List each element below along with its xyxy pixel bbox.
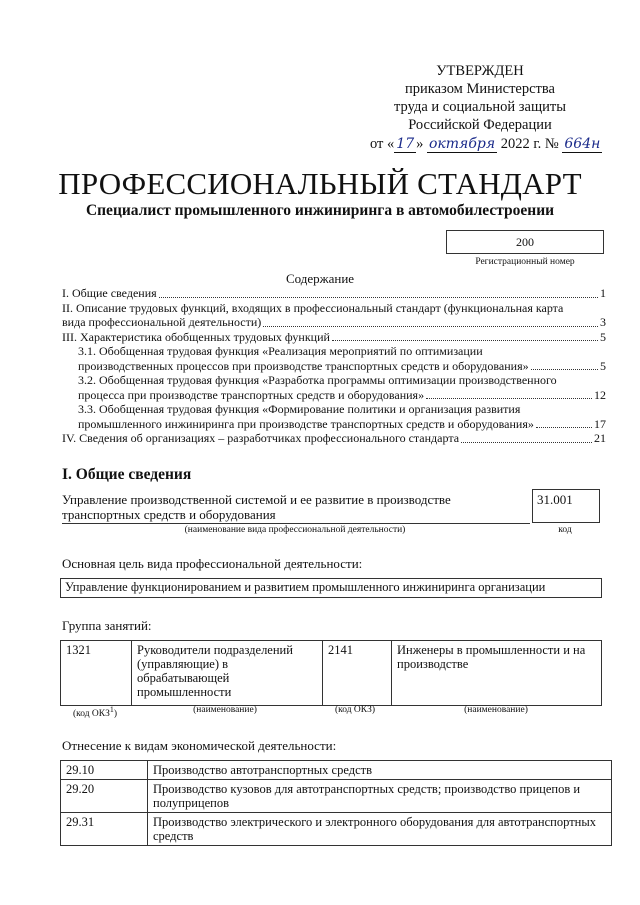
toc-entry-text: процесса при производстве транспортных средств и оборудования» xyxy=(78,387,425,402)
group-name-line: (управляющие) в xyxy=(137,657,229,671)
toc-entry-page: 5 xyxy=(600,329,606,344)
toc-entry-page: 1 xyxy=(600,286,606,300)
date-prefix: от « xyxy=(370,136,395,152)
goal-box xyxy=(60,578,602,598)
group-name-line: промышленности xyxy=(137,685,232,699)
okved-code: 29.10 xyxy=(61,761,148,780)
group-caption-name: (наименование) xyxy=(193,705,257,715)
okved-label: Отнесение к видам экономической деятельности: xyxy=(62,738,337,753)
activity-code: 31.001 xyxy=(537,492,573,507)
document-subtitle: Специалист промышленного инжиниринга в автомобилестроении xyxy=(85,202,555,219)
toc-entry-4[interactable] xyxy=(62,431,606,446)
toc-entry-text-line1: 3.2. Обобщенная трудовая функция «Разработка программы оптимизации производственного xyxy=(78,373,557,387)
okved-name-line: средств xyxy=(153,829,194,843)
toc-entry-3[interactable] xyxy=(62,330,606,345)
okved-name-line: Производство автотранспортных средств xyxy=(153,763,373,777)
toc-entry-3-1[interactable] xyxy=(62,344,606,373)
group-name-1 xyxy=(132,641,323,706)
activity-caption: (наименование вида профессиональной деятельности) xyxy=(184,525,406,535)
toc-entry-text: I. Общие сведения xyxy=(62,286,157,300)
group-label: Группа занятий: xyxy=(62,618,152,633)
toc-entry-3-2[interactable] xyxy=(62,373,606,402)
activity-name-line1: Управление производственной системой и ее развитие в производстве xyxy=(62,492,451,507)
footnote-mark: 1 xyxy=(109,705,114,714)
table-row xyxy=(61,780,612,813)
okved-name xyxy=(148,813,612,846)
approval-line-3: труда и социальной защиты xyxy=(394,99,566,115)
group-name-2 xyxy=(392,641,602,706)
toc-entry-1[interactable] xyxy=(62,286,606,301)
date-day: 17 xyxy=(396,136,415,152)
okved-name xyxy=(148,761,612,780)
date-year: 2022 г. № xyxy=(500,136,559,152)
toc-entry-page: 12 xyxy=(594,387,606,402)
group-name-line: Инженеры в промышленности и на xyxy=(397,643,586,657)
section-heading: I. Общие сведения xyxy=(62,466,192,483)
occupation-group-table xyxy=(60,640,602,706)
toc-entry-text: промышленного инжиниринга при производстве транспортных средств и оборудования» xyxy=(78,416,534,431)
group-name-line: обрабатывающей xyxy=(137,671,230,685)
toc-entry-text-line1: II. Описание трудовых функций, входящих в профессиональный стандарт (функциональная карта xyxy=(62,300,564,315)
toc-entry-page: 5 xyxy=(600,358,606,373)
caption-text: ) xyxy=(113,709,118,720)
group-caption-name2: (наименование) xyxy=(464,705,528,715)
approval-date-line xyxy=(330,135,630,153)
toc-entry-2[interactable] xyxy=(62,301,606,330)
okved-name-line: Производство кузовов для автотранспортных средств; производство прицепов и xyxy=(153,782,581,796)
activity-name xyxy=(62,492,530,524)
toc-entry-text: III. Характеристика обобщенных трудовых функций xyxy=(62,329,330,344)
registration-label: Регистрационный номер xyxy=(475,257,575,267)
approval-block xyxy=(330,62,630,153)
date-sep: » xyxy=(416,136,424,152)
group-name-line: Руководители подразделений xyxy=(137,643,293,657)
approval-line-4: Российской Федерации xyxy=(408,117,552,133)
table-of-contents xyxy=(62,286,606,446)
activity-code-box xyxy=(532,489,600,523)
group-caption-code xyxy=(60,705,130,719)
toc-entry-text-line1: 3.1. Обобщенная трудовая функция «Реализация мероприятий по оптимизации xyxy=(78,344,483,358)
group-caption-code2: (код ОКЗ) xyxy=(334,705,376,715)
okved-code: 29.20 xyxy=(61,780,148,813)
toc-title: Содержание xyxy=(285,271,355,286)
toc-entry-text: производственных процессов при производстве транспортных средств и оборудования» xyxy=(78,358,529,373)
okved-name-line: Производство электрического и электронного оборудования для автотранспортных xyxy=(153,815,596,829)
group-code-2: 2141 xyxy=(323,641,392,706)
table-row xyxy=(61,761,612,780)
date-month: октября xyxy=(428,136,496,152)
toc-entry-3-3[interactable] xyxy=(62,402,606,431)
approval-title: УТВЕРЖДЕН xyxy=(436,63,524,79)
table-row xyxy=(61,641,602,706)
caption-text: (код ОКЗ xyxy=(72,709,110,720)
toc-entry-page: 3 xyxy=(600,315,606,329)
registration-number: 200 xyxy=(516,234,534,249)
activity-name-line2: транспортных средств и оборудования xyxy=(62,507,276,522)
goal-label: Основная цель вида профессиональной деятельности: xyxy=(62,556,363,571)
okved-name xyxy=(148,780,612,813)
document-title: ПРОФЕССИОНАЛЬНЫЙ СТАНДАРТ xyxy=(58,166,582,201)
okved-name-line: полуприцепов xyxy=(153,796,229,810)
goal-text: Управление функционированием и развитием промышленного инжиниринга организации xyxy=(65,580,546,594)
toc-entry-page: 21 xyxy=(594,431,606,445)
toc-entry-text: вида профессиональной деятельности) xyxy=(62,315,262,329)
toc-entry-text: IV. Сведения об организациях – разработчиках профессионального стандарта xyxy=(62,431,460,445)
okved-table xyxy=(60,760,612,846)
group-code-1: 1321 xyxy=(61,641,132,706)
toc-entry-page: 17 xyxy=(594,416,606,431)
table-row xyxy=(61,813,612,846)
registration-number-box xyxy=(446,230,604,254)
toc-entry-text-line1: 3.3. Обобщенная трудовая функция «Формирование политики и организация развития xyxy=(78,402,521,416)
order-number: 664н xyxy=(564,136,601,152)
okved-code: 29.31 xyxy=(61,813,148,846)
code-caption: код xyxy=(558,525,572,535)
group-name-line: производстве xyxy=(397,657,469,671)
approval-line-2: приказом Министерства xyxy=(405,81,555,97)
